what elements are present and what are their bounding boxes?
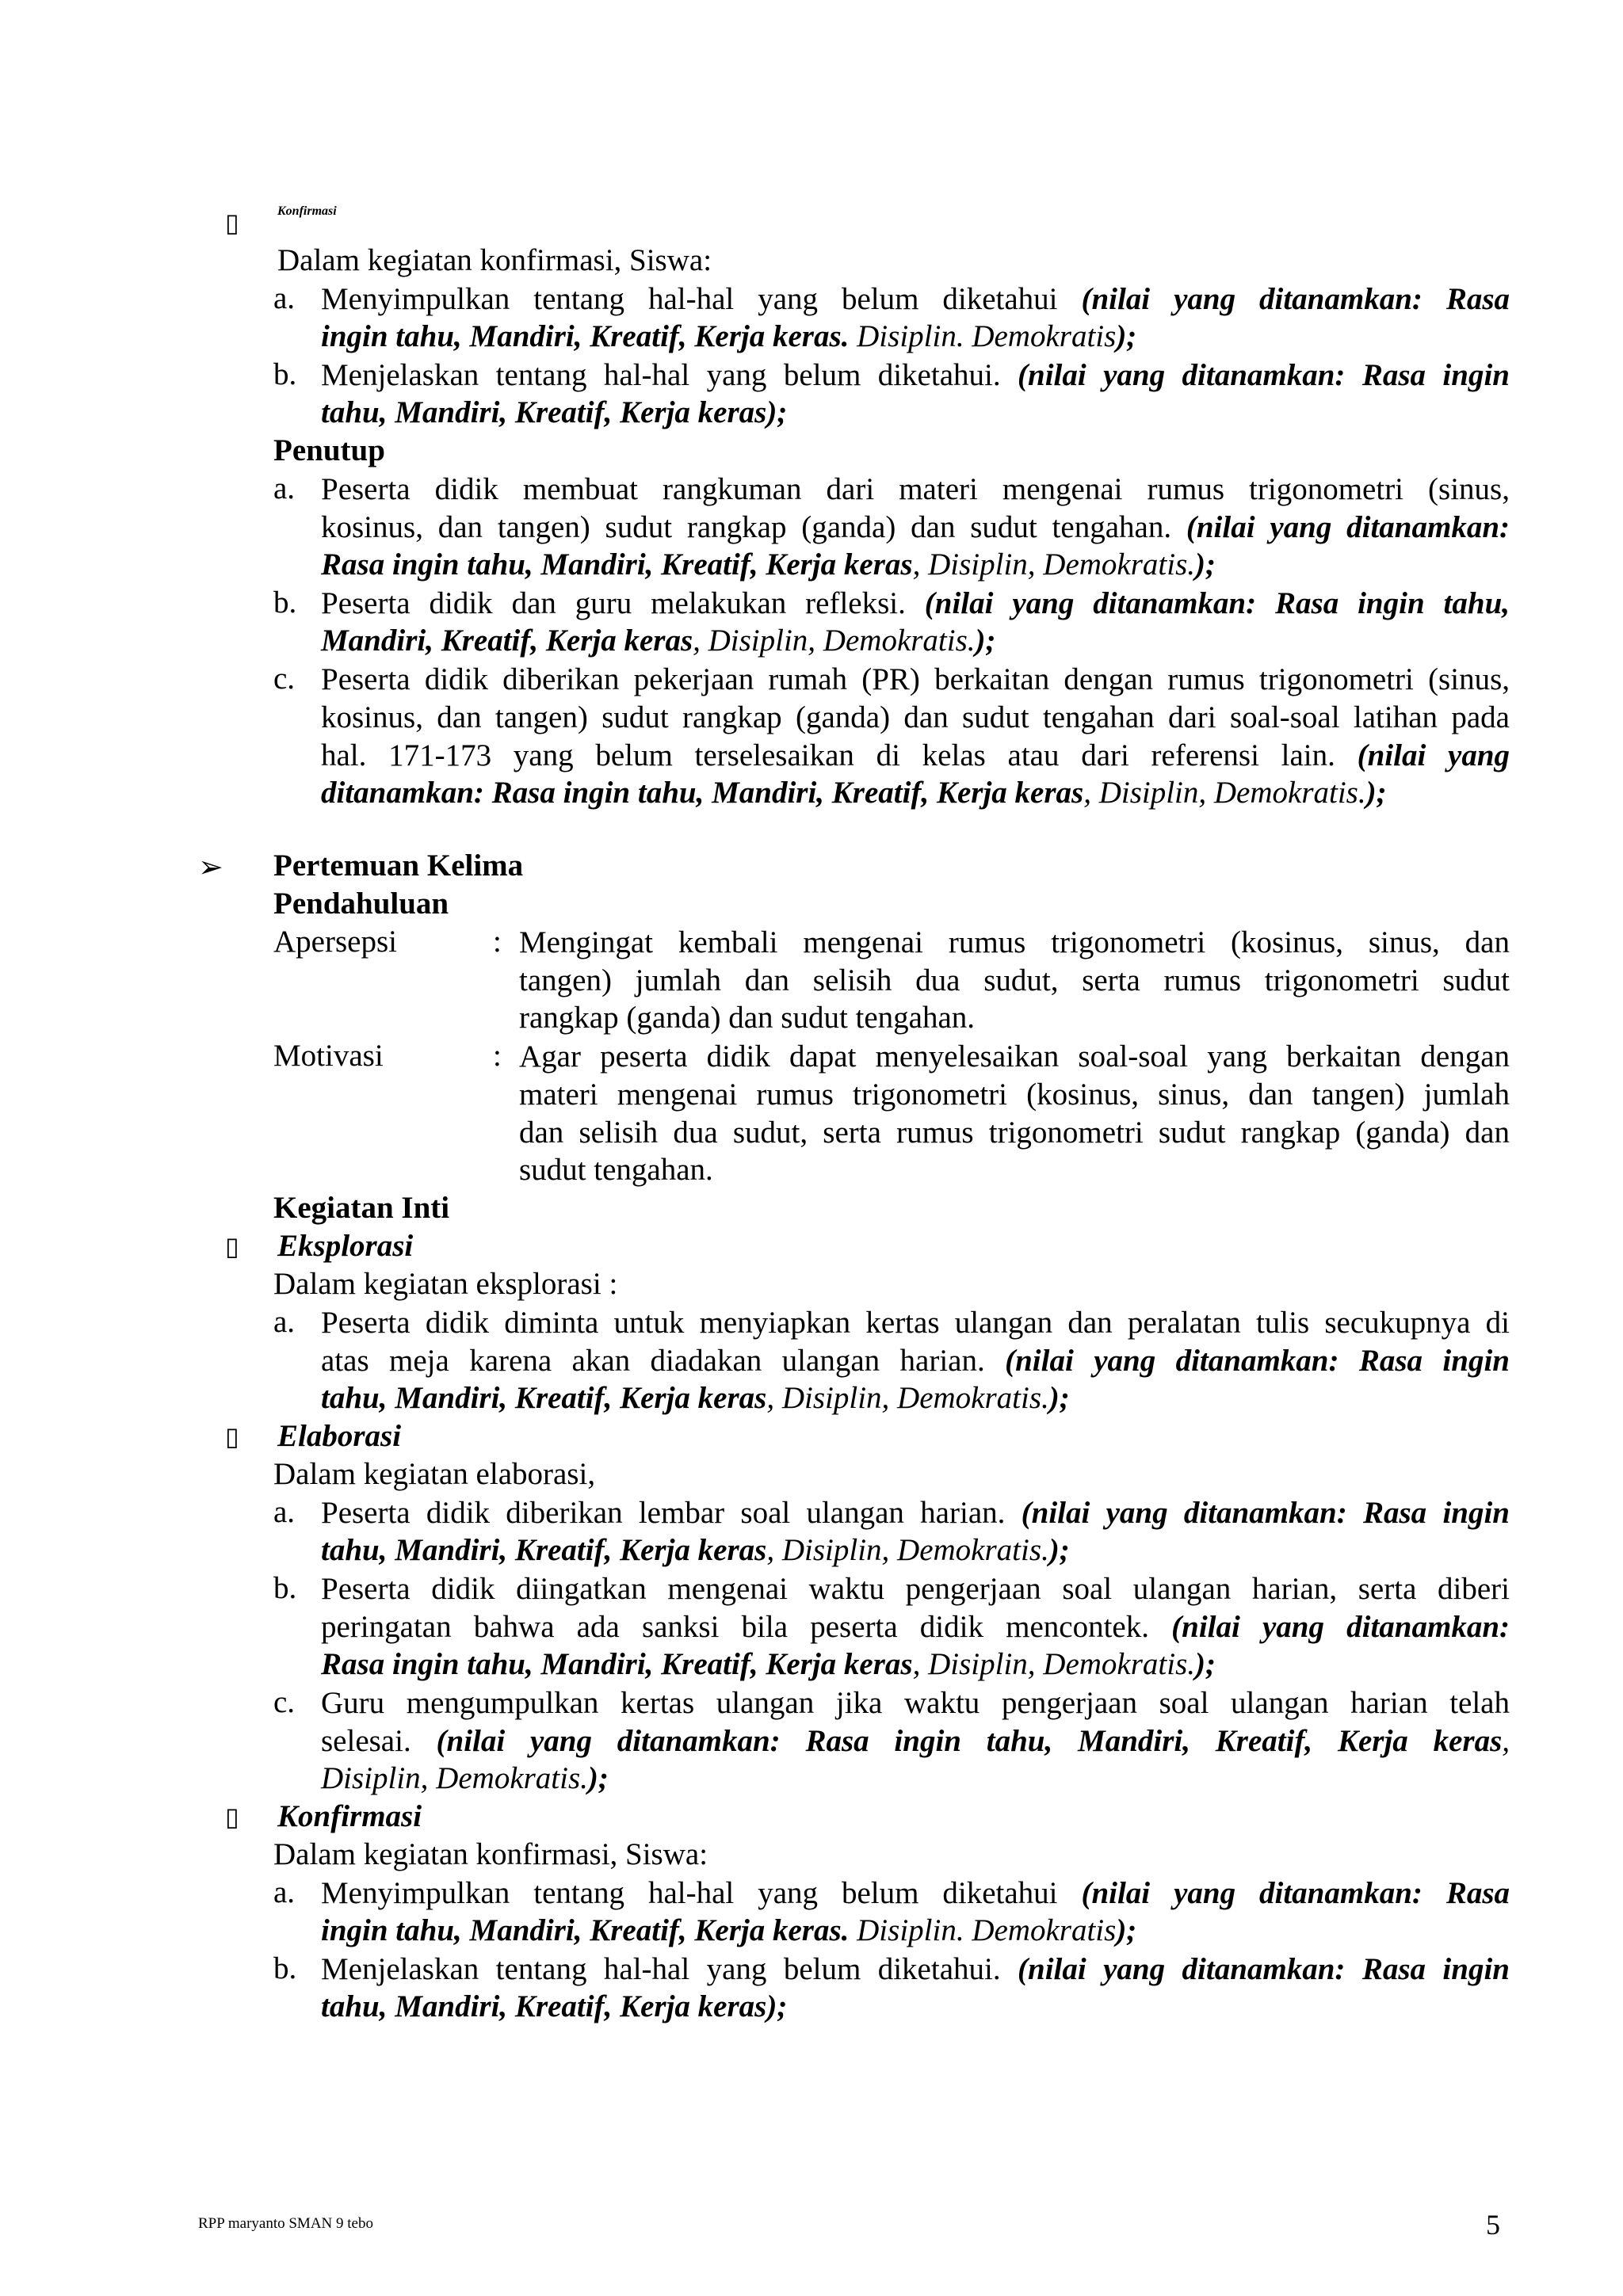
list-letter: c. <box>273 662 296 696</box>
list-letter: c. <box>273 1685 296 1719</box>
list-item-line: hal. 171-173 yang belum terselesaikan di kelas atau dari referensi lain. (nilai yang <box>321 738 1510 772</box>
konfirmasi-heading: Konfirmasi <box>277 204 337 218</box>
list-item-line: Menjelaskan tentang hal-hal yang belum diketahui. (nilai yang ditanamkan: Rasa ingin <box>321 1952 1510 1986</box>
list-item-line: ingin tahu, Mandiri, Kreatif, Kerja keras. Disiplin. Demokratis); <box>321 319 1137 353</box>
list-letter: a. <box>273 471 296 505</box>
list-item-line: peringatan bahwa ada sanksi bila peserta didik mencontek. (nilai yang ditanamkan: <box>321 1610 1510 1644</box>
konfirmasi-heading: Konfirmasi <box>277 1799 422 1833</box>
list-item-line: tahu, Mandiri, Kreatif, Kerja keras); <box>321 1989 788 2023</box>
apersepsi-line: Mengingat kembali mengenai rumus trigonometri (kosinus, sinus, dan <box>519 925 1510 959</box>
list-item-line: Guru mengumpulkan kertas ulangan jika waktu pengerjaan soal ulangan harian telah <box>321 1686 1510 1720</box>
motivasi-line: Agar peserta didik dapat menyelesaikan soal-soal yang berkaitan dengan <box>519 1039 1510 1074</box>
eksplorasi-intro: Dalam kegiatan eksplorasi : <box>273 1267 618 1301</box>
apersepsi-label: Apersepsi <box>273 925 397 959</box>
list-item-line: Menjelaskan tentang hal-hal yang belum diketahui. (nilai yang ditanamkan: Rasa ingin <box>321 358 1510 392</box>
list-item-line: tahu, Mandiri, Kreatif, Kerja keras, Disiplin, Demokratis.); <box>321 1381 1070 1415</box>
list-item-line: Peserta didik diminta untuk menyiapkan kertas ulangan dan peralatan tulis secukupnya di <box>321 1306 1510 1340</box>
motivasi-label: Motivasi <box>273 1039 384 1073</box>
list-letter: a. <box>273 1305 296 1339</box>
list-item-line: ingin tahu, Mandiri, Kreatif, Kerja keras. Disiplin. Demokratis); <box>321 1913 1137 1947</box>
list-item-line: ditanamkan: Rasa ingin tahu, Mandiri, Kreatif, Kerja keras, Disiplin, Demokratis.); <box>321 776 1387 810</box>
list-item-line: Peserta didik membuat rangkuman dari materi mengenai rumus trigonometri (sinus, <box>321 472 1510 506</box>
elaborasi-heading: Elaborasi <box>277 1419 402 1453</box>
apersepsi-line: rangkap (ganda) dan sudut tengahan. <box>519 1001 976 1035</box>
list-item-line: atas meja karena akan diadakan ulangan harian. (nilai yang ditanamkan: Rasa ingin <box>321 1344 1510 1378</box>
list-item-line: Peserta didik dan guru melakukan refleksi. (nilai yang ditanamkan: Rasa ingin tahu, <box>321 586 1510 620</box>
penutup-heading: Penutup <box>273 433 385 467</box>
list-item-line: kosinus, dan tangen) sudut rangkap (ganda) dan sudut tengahan. (nilai yang ditanamkan: <box>321 510 1510 544</box>
bullet-box-icon: ▯ <box>225 208 239 238</box>
list-item-line: selesai. (nilai yang ditanamkan: Rasa ingin tahu, Mandiri, Kreatif, Kerja keras, <box>321 1724 1510 1758</box>
apersepsi-colon: : <box>493 925 502 959</box>
list-letter: a. <box>273 1875 296 1909</box>
motivasi-line: materi mengenai rumus trigonometri (kosinus, sinus, dan tangen) jumlah <box>519 1077 1510 1112</box>
motivasi-line: dan selisih dua sudut, serta rumus trigonometri sudut rangkap (ganda) dan <box>519 1116 1510 1150</box>
list-item-line: kosinus, dan tangen) sudut rangkap (ganda) dan sudut tengahan dari soal-soal latihan pada <box>321 700 1510 734</box>
list-letter: b. <box>273 1951 297 1985</box>
list-item-line: Disiplin, Demokratis.); <box>321 1761 609 1795</box>
konfirmasi-intro: Dalam kegiatan konfirmasi, Siswa: <box>277 243 712 277</box>
list-item-line: Peserta didik diingatkan mengenai waktu pengerjaan soal ulangan harian, serta diberi <box>321 1572 1510 1606</box>
konfirmasi-intro: Dalam kegiatan konfirmasi, Siswa: <box>273 1837 708 1871</box>
motivasi-colon: : <box>493 1039 502 1073</box>
list-item-line: tahu, Mandiri, Kreatif, Kerja keras); <box>321 395 788 429</box>
bullet-box-icon: ▯ <box>225 1802 239 1832</box>
list-item-line: Mandiri, Kreatif, Kerja keras, Disiplin, Demokratis.); <box>321 624 996 658</box>
footer-text: RPP maryanto SMAN 9 tebo <box>198 2215 373 2232</box>
list-item-line: Menyimpulkan tentang hal-hal yang belum diketahui (nilai yang ditanamkan: Rasa <box>321 1876 1510 1910</box>
bullet-box-icon: ▯ <box>225 1231 239 1261</box>
pertemuan-title: Pertemuan Kelima <box>273 849 524 883</box>
list-item-line: Rasa ingin tahu, Mandiri, Kreatif, Kerja keras, Disiplin, Demokratis.); <box>321 547 1216 582</box>
list-item-line: Menyimpulkan tentang hal-hal yang belum diketahui (nilai yang ditanamkan: Rasa <box>321 282 1510 316</box>
bullet-box-icon: ▯ <box>225 1421 239 1451</box>
arrow-bullet-icon: ➢ <box>198 849 223 884</box>
page-number: 5 <box>1486 2209 1500 2241</box>
list-item-line: Peserta didik diberikan pekerjaan rumah (PR) berkaitan dengan rumus trigonometri (sinus, <box>321 662 1510 696</box>
list-item-line: Rasa ingin tahu, Mandiri, Kreatif, Kerja keras, Disiplin, Demokratis.); <box>321 1647 1216 1681</box>
motivasi-line: sudut tengahan. <box>519 1153 713 1187</box>
list-letter: b. <box>273 1571 297 1605</box>
list-letter: b. <box>273 585 297 620</box>
pendahuluan-heading: Pendahuluan <box>273 887 449 921</box>
apersepsi-line: tangen) jumlah dan selisih dua sudut, serta rumus trigonometri sudut <box>519 963 1510 997</box>
kegiatan-inti-heading: Kegiatan Inti <box>273 1191 450 1225</box>
list-item-line: Peserta didik diberikan lembar soal ulangan harian. (nilai yang ditanamkan: Rasa ingin <box>321 1496 1510 1530</box>
list-item-line: tahu, Mandiri, Kreatif, Kerja keras, Disiplin, Demokratis.); <box>321 1533 1070 1567</box>
elaborasi-intro: Dalam kegiatan elaborasi, <box>273 1457 596 1491</box>
list-letter: b. <box>273 357 297 391</box>
list-letter: a. <box>273 1495 296 1529</box>
list-letter: a. <box>273 281 296 315</box>
eksplorasi-heading: Eksplorasi <box>277 1229 414 1263</box>
